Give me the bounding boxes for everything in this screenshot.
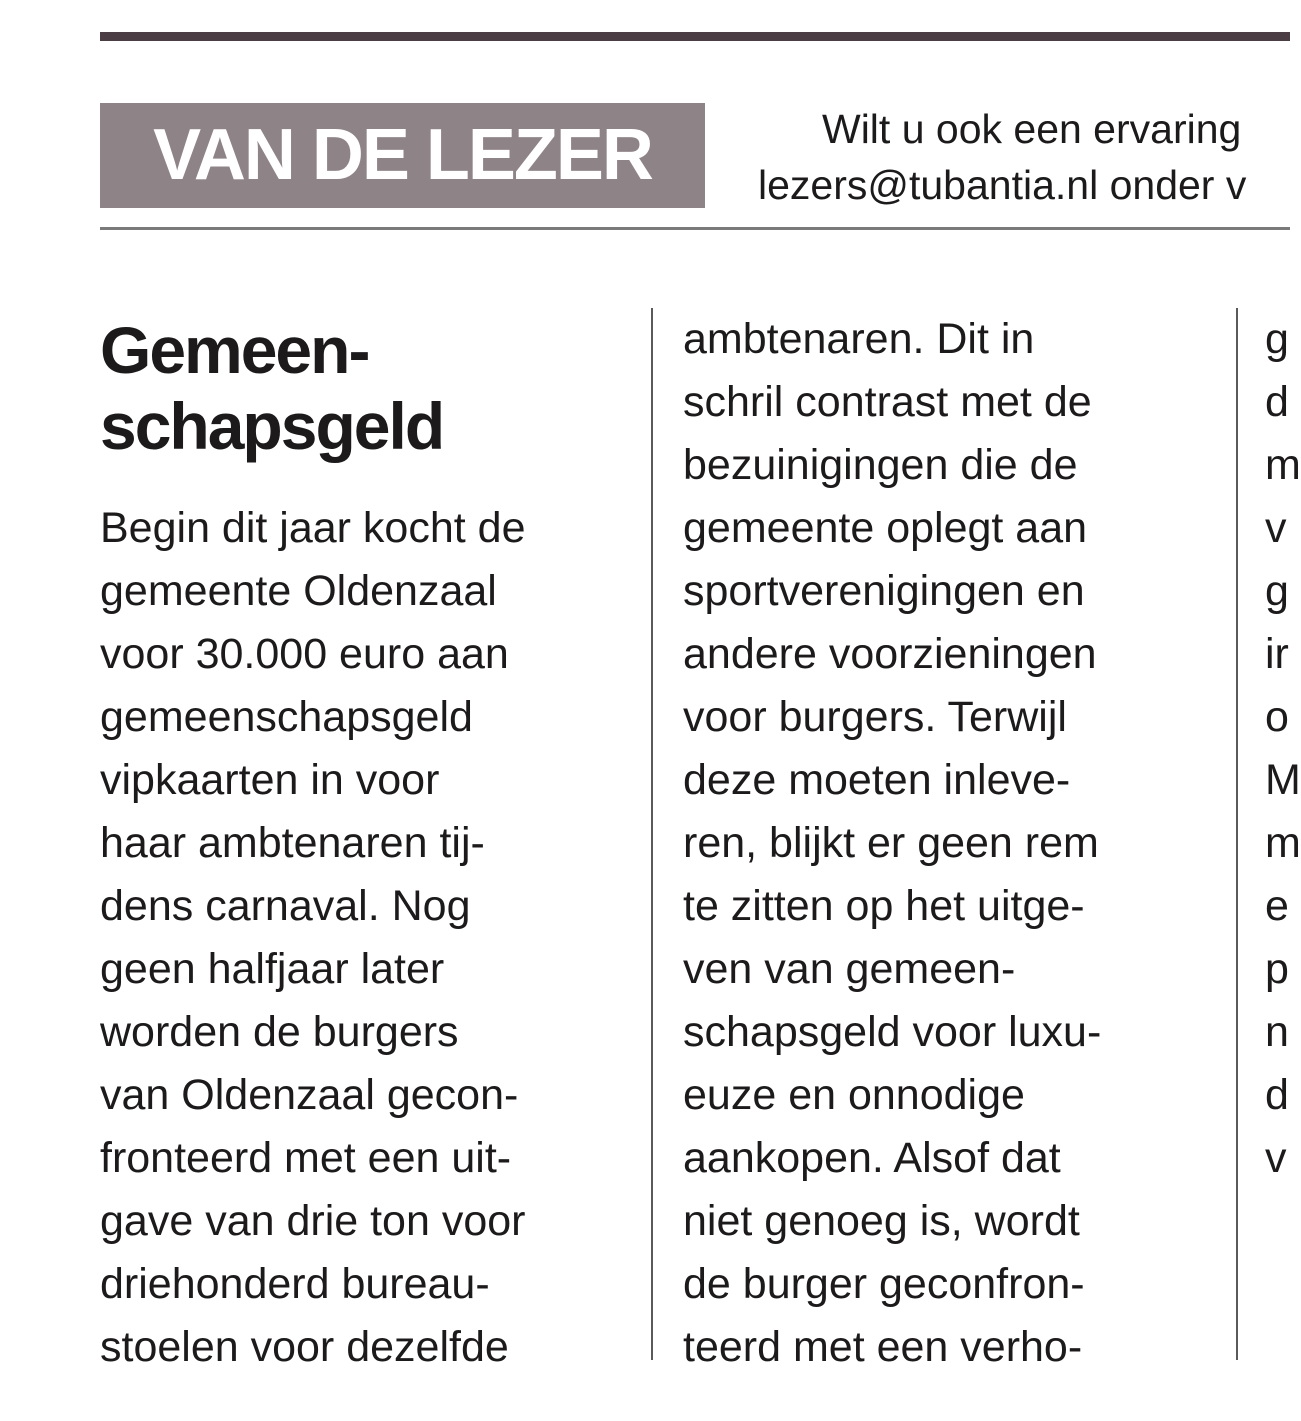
body-line: gemeenschapsgeld [100, 693, 473, 741]
body-line: worden de burgers [100, 1008, 459, 1056]
body-line: bezuinigingen die de [683, 441, 1078, 489]
body-line: gemeente oplegt aan [683, 504, 1088, 552]
body-line: de burger geconfron- [683, 1260, 1085, 1308]
body-line: d [1265, 1071, 1289, 1119]
body-line: ambtenaren. Dit in [683, 315, 1035, 363]
body-line: deze moeten inleve- [683, 756, 1071, 804]
body-line: v [1265, 504, 1287, 552]
body-line: n [1265, 1008, 1289, 1056]
body-line: gemeente Oldenzaal [100, 567, 497, 615]
body-line: andere voorzieningen [683, 630, 1097, 678]
body-line: driehonderd bureau- [100, 1260, 490, 1308]
body-line: dens carnaval. Nog [100, 882, 471, 930]
article-column-3-clipped [1265, 308, 1301, 1190]
body-line: sportverenigingen en [683, 567, 1085, 615]
intro-text-line-2: lezers@tubantia.nl onder v [758, 162, 1247, 208]
body-line: ir [1265, 630, 1289, 678]
body-line: fronteerd met een uit- [100, 1134, 512, 1182]
body-line: haar ambtenaren tij- [100, 819, 485, 867]
body-line: geen halfjaar later [100, 945, 445, 993]
body-line: m [1265, 441, 1301, 489]
body-line: p [1265, 945, 1289, 993]
body-line: van Oldenzaal gecon- [100, 1071, 519, 1119]
article-column-2 [683, 308, 1228, 1379]
body-line: aankopen. Alsof dat [683, 1134, 1061, 1182]
body-line: voor burgers. Terwijl [683, 693, 1067, 741]
body-line: vipkaarten in voor [100, 756, 440, 804]
body-line: schapsgeld voor luxu- [683, 1008, 1102, 1056]
body-line: Begin dit jaar kocht de [100, 504, 526, 552]
body-line: euze en onnodige [683, 1071, 1025, 1119]
intro-text-line-1: Wilt u ook een ervaring [822, 106, 1242, 152]
article-headline [100, 312, 443, 464]
section-divider [100, 227, 1290, 230]
body-line: m [1265, 819, 1301, 867]
body-line: stoelen voor dezelfde [100, 1323, 509, 1371]
body-line: o [1265, 693, 1289, 741]
body-line: gave van drie ton voor [100, 1197, 526, 1245]
body-line: ren, blijkt er geen rem [683, 819, 1099, 867]
body-line: v [1265, 1134, 1287, 1182]
body-line: te zitten op het uitge- [683, 882, 1085, 930]
headline-line: Gemeen- [100, 313, 369, 387]
body-line: d [1265, 378, 1289, 426]
column-divider [1236, 308, 1238, 1360]
body-line: voor 30.000 euro aan [100, 630, 509, 678]
body-line: e [1265, 882, 1289, 930]
column-divider [651, 308, 653, 1360]
headline-line: schapsgeld [100, 389, 444, 463]
section-label: VAN DE LEZER [100, 103, 705, 208]
article-column-1 [100, 497, 640, 1379]
body-line: schril contrast met de [683, 378, 1092, 426]
body-line: g [1265, 315, 1289, 363]
body-line: teerd met een verho- [683, 1323, 1083, 1371]
body-line: niet genoeg is, wordt [683, 1197, 1080, 1245]
body-line: M [1265, 756, 1301, 804]
body-line: g [1265, 567, 1289, 615]
top-rule [100, 32, 1290, 41]
body-line: ven van gemeen- [683, 945, 1016, 993]
